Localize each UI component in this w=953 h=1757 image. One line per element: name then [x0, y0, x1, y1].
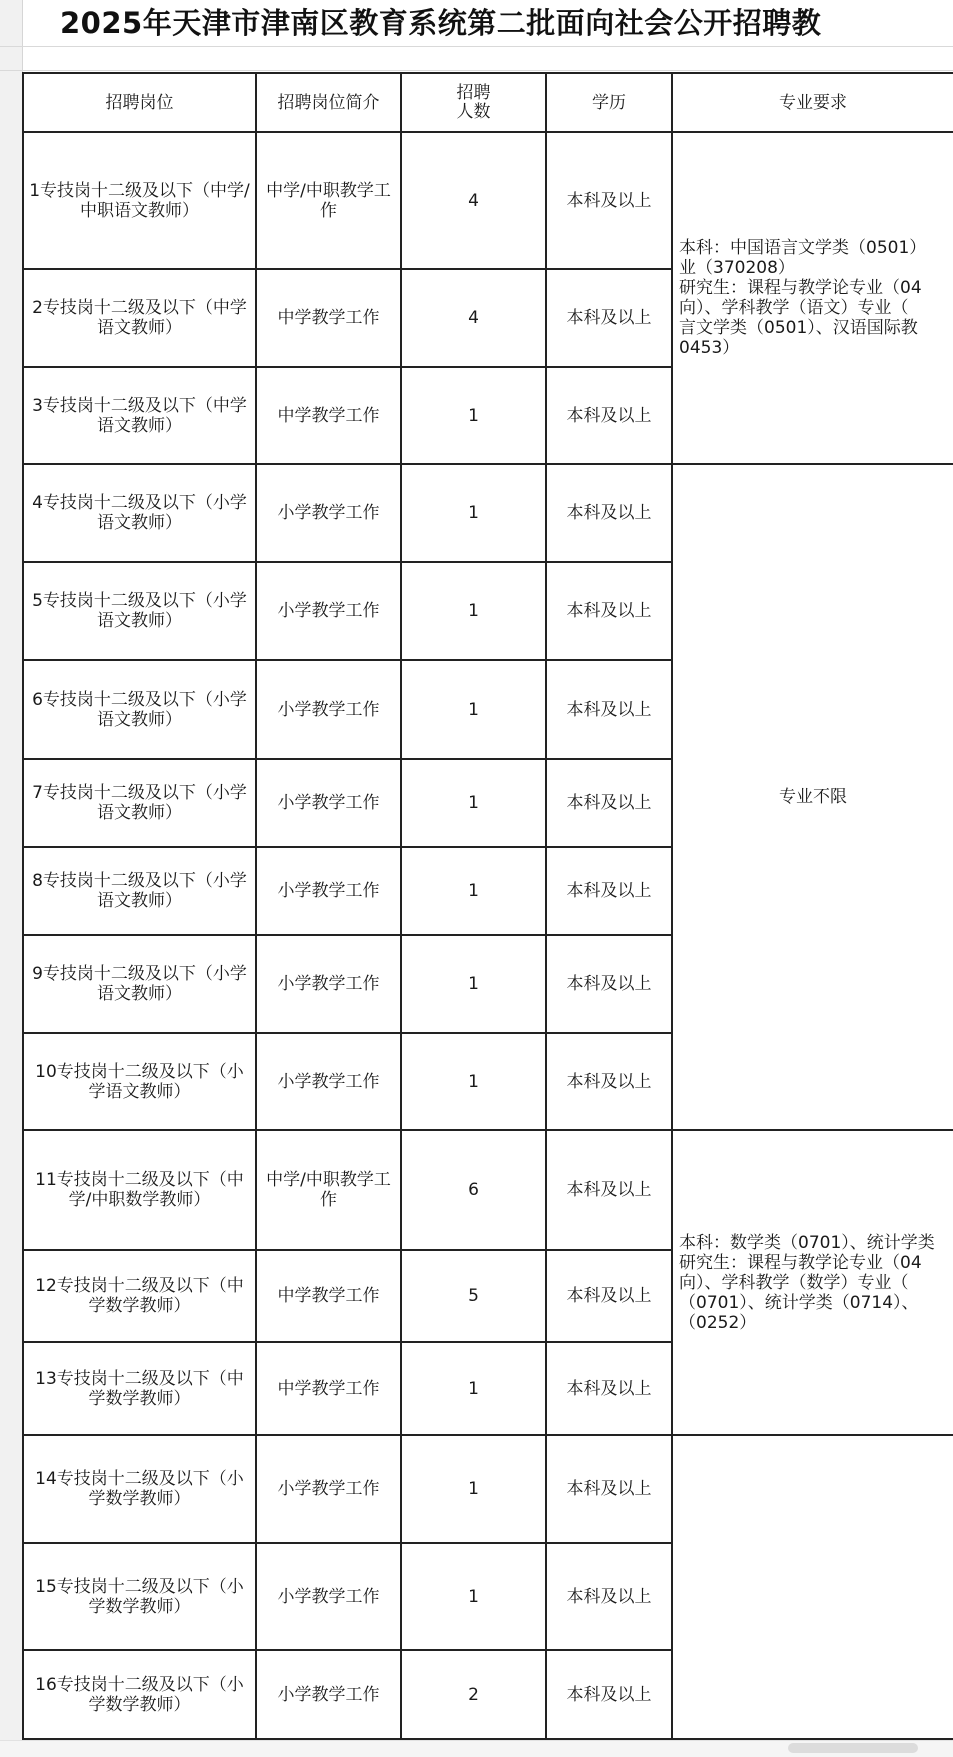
- count-cell[interactable]: 1: [402, 661, 547, 760]
- intro-cell[interactable]: 小学教学工作: [257, 465, 402, 563]
- education-cell[interactable]: 本科及以上: [547, 760, 673, 848]
- education-cell[interactable]: 本科及以上: [547, 661, 673, 760]
- document-title: 2025年天津市津南区教育系统第二批面向社会公开招聘教: [60, 6, 822, 40]
- intro-cell[interactable]: 小学教学工作: [257, 848, 402, 936]
- intro-cell[interactable]: 中学教学工作: [257, 368, 402, 465]
- count-cell[interactable]: 1: [402, 563, 547, 661]
- education-cell[interactable]: 本科及以上: [547, 1436, 673, 1544]
- position-cell[interactable]: 4专技岗十二级及以下（小学语文教师）: [22, 465, 257, 563]
- position-cell[interactable]: 6专技岗十二级及以下（小学语文教师）: [22, 661, 257, 760]
- header-cell-count[interactable]: 招聘 人数: [402, 72, 547, 133]
- count-cell[interactable]: 1: [402, 1544, 547, 1651]
- count-cell[interactable]: 5: [402, 1251, 547, 1343]
- education-cell[interactable]: 本科及以上: [547, 368, 673, 465]
- intro-cell[interactable]: 中学/中职教学工作: [257, 1131, 402, 1251]
- education-cell[interactable]: 本科及以上: [547, 848, 673, 936]
- intro-cell[interactable]: 中学教学工作: [257, 1251, 402, 1343]
- intro-cell[interactable]: 小学教学工作: [257, 1651, 402, 1740]
- position-cell[interactable]: 9专技岗十二级及以下（小学语文教师）: [22, 936, 257, 1034]
- major-requirement-cell[interactable]: 本科：数学类（0701）、统计学类 研究生：课程与教学论专业（04 向）、学科教学（数学）专业（ （0701）、统计学类（0714）、 （0252）: [673, 1131, 953, 1436]
- position-cell[interactable]: 8专技岗十二级及以下（小学语文教师）: [22, 848, 257, 936]
- count-cell[interactable]: 2: [402, 1651, 547, 1740]
- education-cell[interactable]: 本科及以上: [547, 133, 673, 270]
- education-cell[interactable]: 本科及以上: [547, 1544, 673, 1651]
- header-cell-education[interactable]: 学历: [547, 72, 673, 133]
- education-cell[interactable]: 本科及以上: [547, 1131, 673, 1251]
- count-cell[interactable]: 6: [402, 1131, 547, 1251]
- position-cell[interactable]: 14专技岗十二级及以下（小学数学教师）: [22, 1436, 257, 1544]
- position-cell[interactable]: 10专技岗十二级及以下（小学语文教师）: [22, 1034, 257, 1131]
- education-cell[interactable]: 本科及以上: [547, 936, 673, 1034]
- major-requirement-cell[interactable]: [673, 1436, 953, 1740]
- intro-cell[interactable]: 小学教学工作: [257, 563, 402, 661]
- count-cell[interactable]: 1: [402, 1436, 547, 1544]
- position-cell[interactable]: 16专技岗十二级及以下（小学数学教师）: [22, 1651, 257, 1740]
- intro-cell[interactable]: 小学教学工作: [257, 1436, 402, 1544]
- header-cell-position[interactable]: 招聘岗位: [22, 72, 257, 133]
- education-cell[interactable]: 本科及以上: [547, 563, 673, 661]
- count-cell[interactable]: 1: [402, 848, 547, 936]
- count-cell[interactable]: 4: [402, 133, 547, 270]
- position-cell[interactable]: 12专技岗十二级及以下（中学数学教师）: [22, 1251, 257, 1343]
- header-cell-intro[interactable]: 招聘岗位简介: [257, 72, 402, 133]
- header-cell-major[interactable]: 专业要求: [673, 72, 953, 133]
- education-cell[interactable]: 本科及以上: [547, 270, 673, 368]
- intro-cell[interactable]: 小学教学工作: [257, 760, 402, 848]
- intro-cell[interactable]: 小学教学工作: [257, 1034, 402, 1131]
- position-cell[interactable]: 3专技岗十二级及以下（中学语文教师）: [22, 368, 257, 465]
- count-cell[interactable]: 1: [402, 465, 547, 563]
- position-cell[interactable]: 7专技岗十二级及以下（小学语文教师）: [22, 760, 257, 848]
- position-cell[interactable]: 11专技岗十二级及以下（中学/中职数学教师）: [22, 1131, 257, 1251]
- intro-cell[interactable]: 小学教学工作: [257, 661, 402, 760]
- position-cell[interactable]: 5专技岗十二级及以下（小学语文教师）: [22, 563, 257, 661]
- education-cell[interactable]: 本科及以上: [547, 1251, 673, 1343]
- education-cell[interactable]: 本科及以上: [547, 465, 673, 563]
- count-cell[interactable]: 4: [402, 270, 547, 368]
- count-cell[interactable]: 1: [402, 1034, 547, 1131]
- position-cell[interactable]: 15专技岗十二级及以下（小学数学教师）: [22, 1544, 257, 1651]
- count-cell[interactable]: 1: [402, 760, 547, 848]
- education-cell[interactable]: 本科及以上: [547, 1343, 673, 1436]
- count-cell[interactable]: 1: [402, 936, 547, 1034]
- position-cell[interactable]: 1专技岗十二级及以下（中学/中职语文教师）: [22, 133, 257, 270]
- intro-cell[interactable]: 小学教学工作: [257, 936, 402, 1034]
- intro-cell[interactable]: 中学教学工作: [257, 1343, 402, 1436]
- count-cell[interactable]: 1: [402, 368, 547, 465]
- position-cell[interactable]: 13专技岗十二级及以下（中学数学教师）: [22, 1343, 257, 1436]
- education-cell[interactable]: 本科及以上: [547, 1651, 673, 1740]
- intro-cell[interactable]: 小学教学工作: [257, 1544, 402, 1651]
- education-cell[interactable]: 本科及以上: [547, 1034, 673, 1131]
- scrollbar-thumb[interactable]: [788, 1743, 918, 1753]
- intro-cell[interactable]: 中学教学工作: [257, 270, 402, 368]
- count-cell[interactable]: 1: [402, 1343, 547, 1436]
- position-cell[interactable]: 2专技岗十二级及以下（中学语文教师）: [22, 270, 257, 368]
- major-requirement-cell[interactable]: 本科：中国语言文学类（0501） 业（370208） 研究生：课程与教学论专业（04 向）、学科教学（语文）专业（ 言文学类（0501）、汉语国际教 0453）: [673, 133, 953, 465]
- major-requirement-cell[interactable]: 专业不限: [673, 465, 953, 1131]
- intro-cell[interactable]: 中学/中职教学工作: [257, 133, 402, 270]
